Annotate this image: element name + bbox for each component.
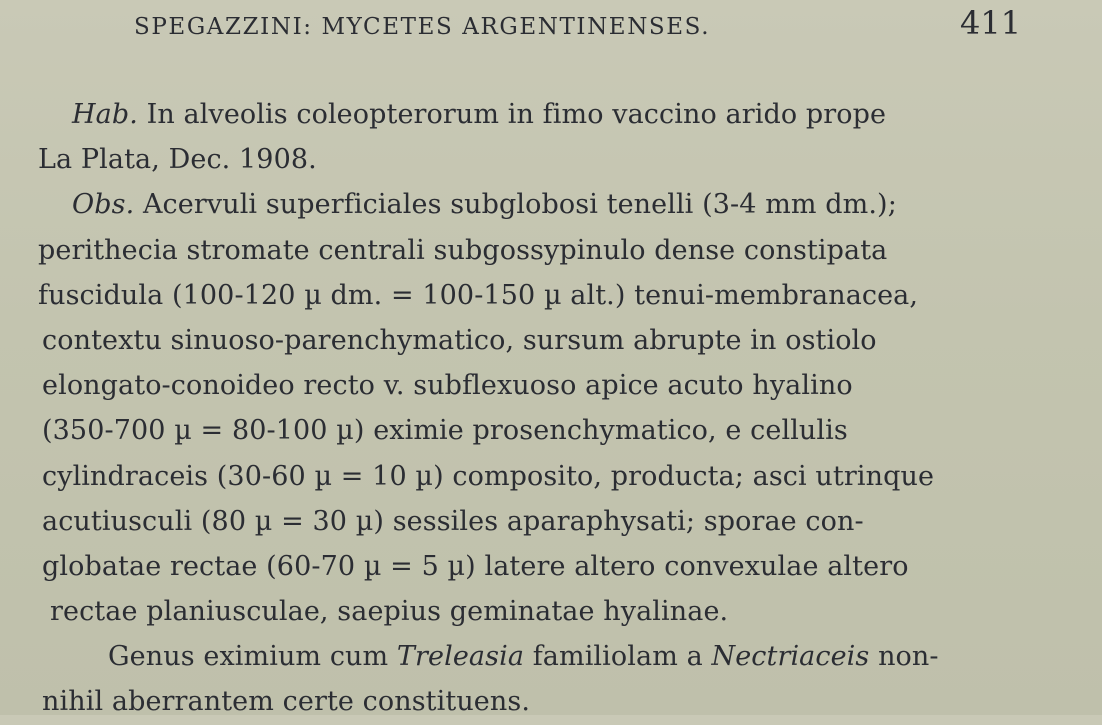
text-line: La Plata, Dec. 1908. [38,144,317,176]
text-line: (350-700 µ = 80-100 µ) eximie prosenchymatico, e cellulis [42,415,848,447]
text-line: elongato-conoideo recto v. subflexuoso apice acuto hyalino [42,370,853,402]
body-text [38,92,1088,725]
text-line: cylindraceis (30-60 µ = 10 µ) composito, producta; asci utrinque [42,460,935,492]
hab-text: In alveolis coleopterorum in fimo vaccino arido prope [146,99,887,130]
text-line [38,182,1088,227]
genus-text-pre: Genus eximium cum [108,641,389,673]
text-line [38,634,1088,679]
genus-name-treleasia: Treleasia [396,641,525,673]
genus-text-post: non- [878,641,939,673]
text-line: globatae rectae (60-70 µ = 5 µ) latere altero convexulae altero [42,550,909,582]
page-number: 411 [960,4,1022,42]
text-line: perithecia stromate centrali subgossypinulo dense constipata [38,234,888,266]
obs-text: Acervuli superficiales subglobosi tenelli (3-4 mm dm.); [142,189,897,221]
hab-label: Hab. [72,99,138,130]
page-header [0,0,1102,50]
text-line [38,92,1088,137]
obs-label: Obs. [72,189,135,221]
text-line: contextu sinuoso-parenchymatico, sursum abrupte in ostiolo [42,324,877,356]
family-name-nectriaceis: Nectriaceis [711,641,870,673]
text-line: rectae planiusculae, saepius geminatae hyalinae. [50,596,729,628]
text-line: fuscidula (100-120 µ dm. = 100-150 µ alt.) tenui-membranacea, [38,279,919,311]
running-title: SPEGAZZINI: MYCETES ARGENTINENSES. [134,14,711,40]
text-line: nihil aberrantem certe constituens. [42,686,531,718]
text-line: acutiusculi (80 µ = 30 µ) sessiles aparaphysati; sporae con- [42,505,864,537]
genus-text-mid: familiolam a [532,641,703,673]
